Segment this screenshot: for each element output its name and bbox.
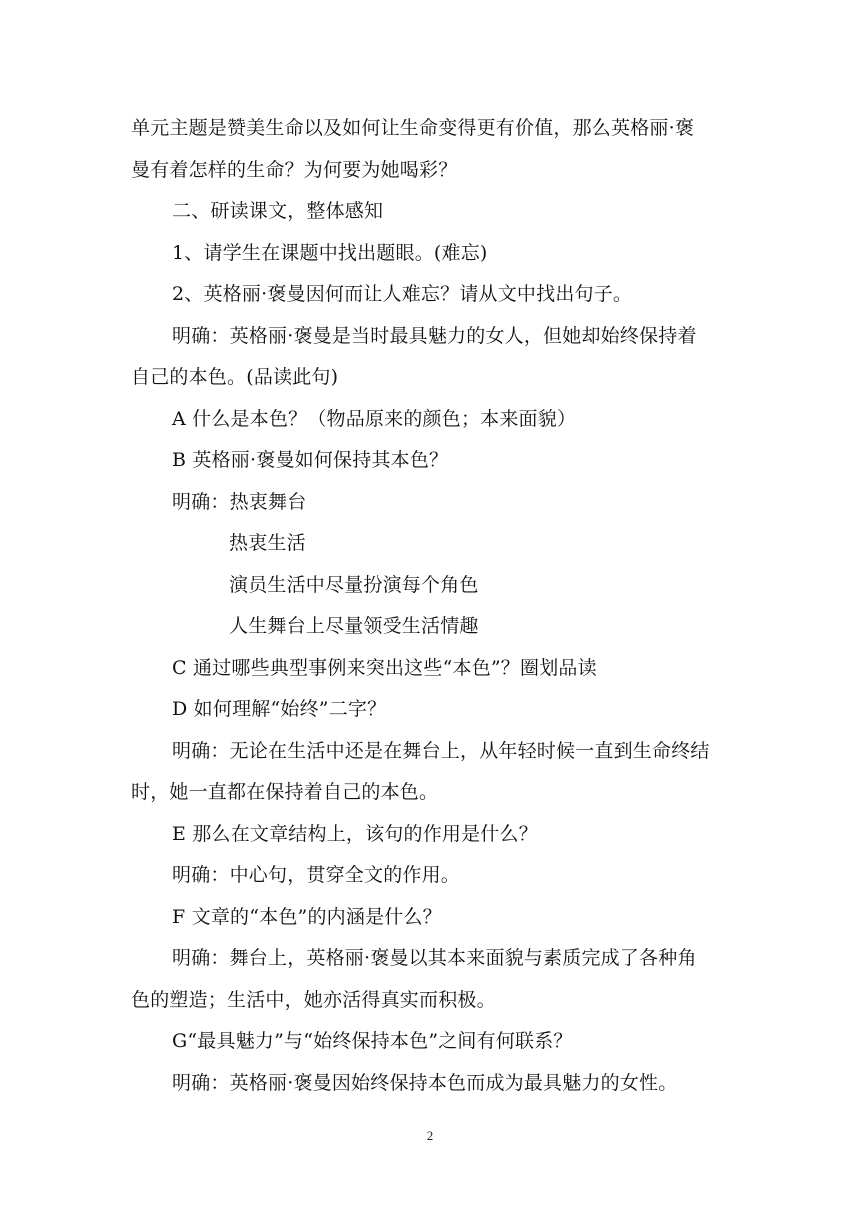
text-line: 明确：舞台上，英格丽·褒曼以其本来面貌与素质完成了各种角 — [172, 947, 697, 969]
text-line: 单元主题是赞美生命以及如何让生命变得更有价值，那么英格丽·褒 — [131, 117, 695, 139]
text-line: 自己的本色。(品读此句) — [131, 366, 339, 388]
text-line: E 那么在文章结构上，该句的作用是什么？ — [172, 822, 538, 845]
text-line: D 如何理解“始终”二字？ — [172, 698, 387, 720]
text-line: 明确：英格丽·褒曼是当时最具魅力的女人，但她却始终保持着 — [172, 324, 697, 347]
section-heading: 二、研读课文，整体感知 — [172, 200, 384, 222]
text-line: 明确：热衷舞台 — [172, 490, 307, 513]
text-line: B 英格丽·褒曼如何保持其本色？ — [172, 449, 449, 471]
text-line: C 通过哪些典型事例来突出这些“本色”？圈划品读 — [172, 656, 597, 679]
text-line: 明确：中心句，贯穿全文的作用。 — [172, 864, 461, 886]
text-line: 明确：英格丽·褒曼因始终保持本色而成为最具魅力的女性。 — [172, 1071, 678, 1094]
text-line: A 什么是本色？（物品原来的颜色；本来面貌） — [172, 407, 577, 430]
text-line: 色的塑造；生活中，她亦活得真实而积极。 — [131, 988, 496, 1011]
page-body — [131, 108, 729, 1104]
page-number: 2 — [426, 1128, 434, 1143]
list-item: 热衷生活 — [229, 532, 306, 554]
text-line: 2、英格丽·褒曼因何而让人难忘？请从文中找出句子。 — [172, 283, 633, 305]
text-line: F 文章的“本色”的内涵是什么？ — [172, 905, 442, 928]
text-line: 1、请学生在课题中找出题眼。(难忘) — [172, 241, 488, 264]
list-item: 演员生活中尽量扮演每个角色 — [229, 573, 479, 596]
text-line: 时，她一直都在保持着自己的本色。 — [131, 781, 439, 803]
list-item: 人生舞台上尽量领受生活情趣 — [229, 615, 479, 637]
text-line: G“最具魅力”与“始终保持本色”之间有何联系？ — [172, 1030, 573, 1052]
text-line: 明确：无论在生活中还是在舞台上，从年轻时候一直到生命终结 — [172, 739, 710, 762]
text-line: 曼有着怎样的生命？为何要为她喝彩？ — [131, 158, 458, 181]
